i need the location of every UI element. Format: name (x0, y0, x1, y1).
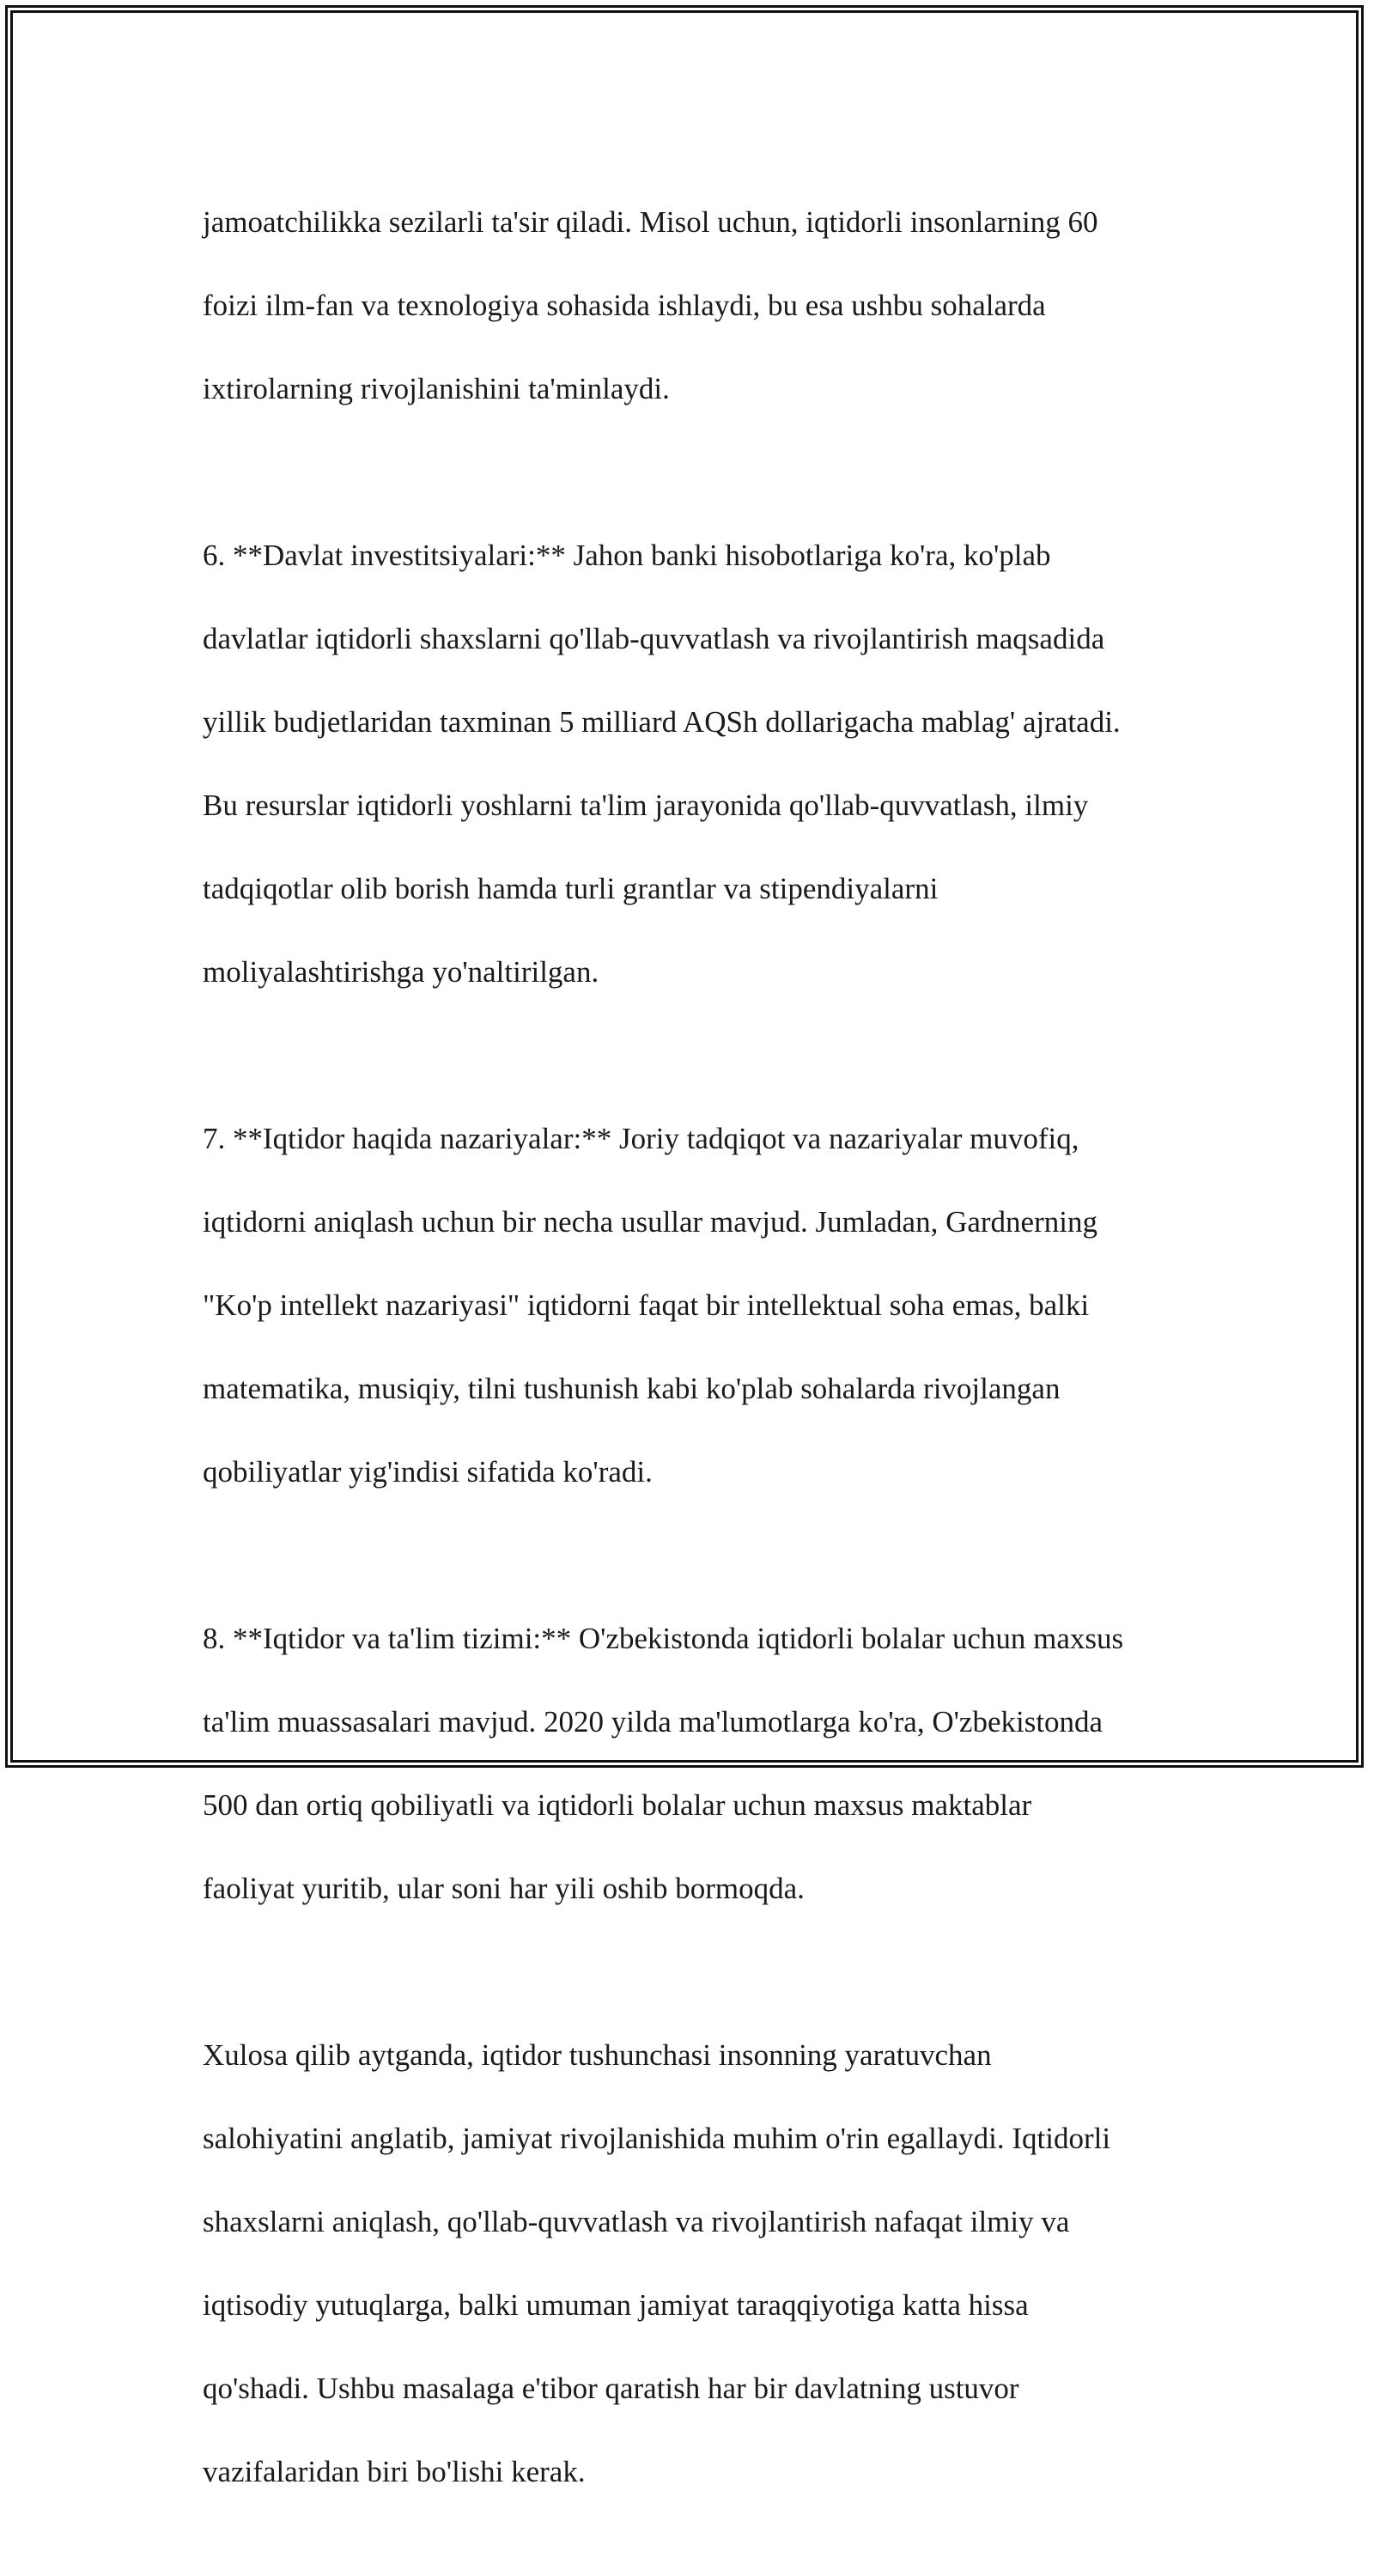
text-line: davlatlar iqtidorli shaxslarni qo'llab-quvvatlash va rivojlantirish maqsadida (203, 621, 1105, 655)
paragraph-intro-continuation (203, 160, 1173, 452)
text-line: Xulosa qilib aytganda, iqtidor tushunchasi insonning yaratuvchan (203, 2037, 992, 2072)
text-line: qobiliyatlar yig'indisi sifatida ko'radi. (203, 1454, 653, 1489)
document-body (203, 160, 1173, 2576)
text-line: shaxslarni aniqlash, qo'llab-quvvatlash va rivojlantirish nafaqat ilmiy va (203, 2204, 1070, 2238)
paragraph-conclusion (203, 1993, 1173, 2535)
text-line: Bu resurslar iqtidorli yoshlarni ta'lim jarayonida qo'llab-quvvatlash, ilmiy (203, 788, 1089, 822)
text-line: 7. **Iqtidor haqida nazariyalar:** Joriy tadqiqot va nazariyalar muvofiq, (203, 1121, 1079, 1155)
text-line: iqtidorni aniqlash uchun bir necha usullar mavjud. Jumladan, Gardnerning (203, 1204, 1097, 1239)
text-line: matematika, musiqiy, tilni tushunish kabi ko'plab sohalarda rivojlangan (203, 1371, 1061, 1405)
text-line: iqtisodiy yutuqlarga, balki umuman jamiyat taraqqiyotiga katta hissa (203, 2287, 1029, 2322)
text-line: "Ko'p intellekt nazariyasi" iqtidorni faqat bir intellektual soha emas, balki (203, 1288, 1090, 1322)
paragraph-item-8 (203, 1576, 1173, 1952)
text-line: tadqiqotlar olib borish hamda turli grantlar va stipendiyalarni (203, 871, 939, 905)
paragraph-item-7 (203, 1076, 1173, 1535)
text-line: vazifalaridan biri bo'lishi kerak. (203, 2454, 586, 2488)
text-line: foizi ilm-fan va texnologiya sohasida ishlaydi, bu esa ushbu sohalarda (203, 288, 1046, 322)
text-line: ta'lim muassasalari mavjud. 2020 yilda ma'lumotlarga ko'ra, O'zbekistonda (203, 1704, 1103, 1739)
text-line: 8. **Iqtidor va ta'lim tizimi:** O'zbekistonda iqtidorli bolalar uchun maxsus (203, 1621, 1124, 1655)
text-line: 6. **Davlat investitsiyalari:** Jahon banki hisobotlariga ko'ra, ko'plab (203, 538, 1051, 572)
text-line: ixtirolarning rivojlanishini ta'minlaydi. (203, 371, 670, 405)
text-line: moliyalashtirishga yo'naltirilgan. (203, 954, 599, 989)
text-line: yillik budjetlaridan taxminan 5 milliard AQSh dollarigacha mablag' ajratadi. (203, 704, 1121, 739)
text-line: 500 dan ortiq qobiliyatli va iqtidorli bolalar uchun maxsus maktablar (203, 1787, 1032, 1822)
text-line: faoliyat yuritib, ular soni har yili oshib bormoqda. (203, 1871, 805, 1905)
text-line: qo'shadi. Ushbu masalaga e'tibor qaratish har bir davlatning ustuvor (203, 2371, 1019, 2405)
text-line: jamoatchilikka sezilarli ta'sir qiladi. Misol uchun, iqtidorli insonlarning 60 (203, 204, 1098, 239)
paragraph-item-6 (203, 493, 1173, 1035)
text-line: salohiyatini anglatib, jamiyat rivojlanishida muhim o'rin egallaydi. Iqtidorli (203, 2121, 1111, 2155)
